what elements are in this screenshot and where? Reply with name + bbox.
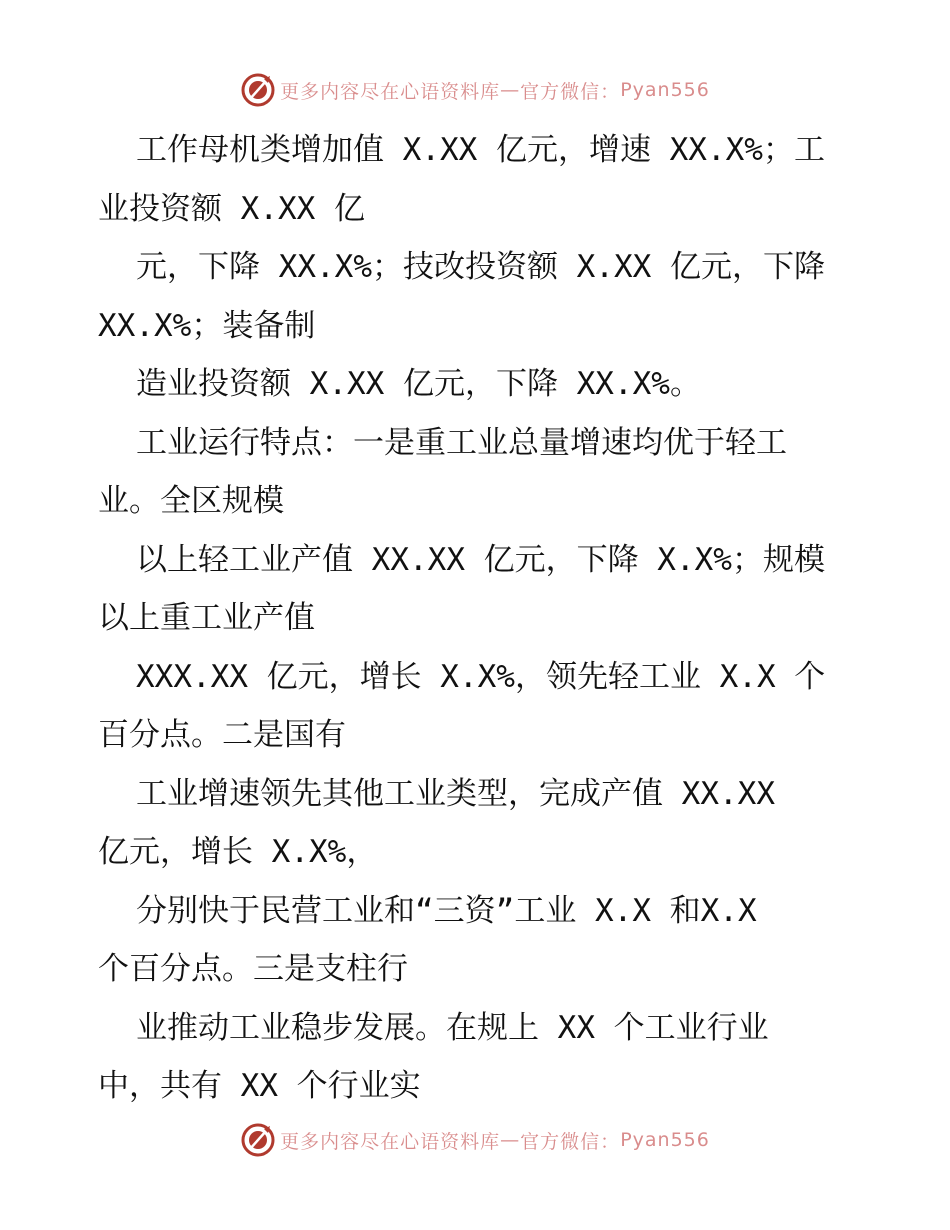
watermark-wechat-label: 官方微信：: [520, 80, 621, 103]
footer-watermark: [0, 1120, 950, 1160]
watermark-wechat-id: Pyan556: [620, 1129, 710, 1151]
body-line: 工作母机类增加值 X.XX 亿元，增速 XX.X%；工: [136, 132, 825, 168]
body-line: 业推动工业稳步发展。在规上 XX 个工业行业: [136, 1009, 769, 1046]
watermark-dash: —: [500, 79, 521, 101]
body-line: 元，下降 XX.X%；技改投资额 X.XX 亿元，下降: [136, 249, 825, 285]
document-body: [98, 121, 858, 1116]
body-line: 工业运行特点：一是重工业总量增速均优于轻工: [136, 424, 787, 461]
body-line: 中，共有 XX 个行业实: [98, 1068, 421, 1104]
body-line: 以上重工业产值: [98, 600, 315, 636]
body-line: 以上轻工业产值 XX.XX 亿元，下降 X.X%；规模: [136, 541, 825, 578]
watermark-slogan: 更多内容尽在心语资料库: [280, 1130, 501, 1153]
pen-logo-icon: [240, 72, 276, 108]
body-line: XXX.XX 亿元，增长 X.X%，领先轻工业 X.X 个: [136, 658, 826, 695]
body-line: 业投资额 X.XX 亿: [98, 190, 365, 227]
body-line: 分别快于民营工业和“三资”工业 X.X 和X.X: [136, 892, 757, 929]
body-line: 工业增速领先其他工业类型，完成产值 XX.XX: [136, 775, 775, 812]
watermark-slogan: 更多内容尽在心语资料库: [280, 80, 501, 103]
body-line: 造业投资额 X.XX 亿元，下降 XX.X%。: [136, 366, 701, 402]
body-line: 亿元，增长 X.X%，: [98, 834, 378, 870]
header-watermark: [0, 70, 950, 110]
watermark-wechat-id: Pyan556: [620, 79, 710, 101]
watermark-wechat-label: 官方微信：: [520, 1130, 621, 1153]
body-line: 百分点。二是国有: [98, 717, 346, 753]
body-line: XX.X%；装备制: [98, 307, 316, 344]
pen-logo-icon: [240, 1122, 276, 1158]
body-line: 业。全区规模: [98, 483, 284, 519]
body-line: 个百分点。三是支柱行: [98, 951, 408, 987]
watermark-dash: —: [500, 1129, 521, 1151]
